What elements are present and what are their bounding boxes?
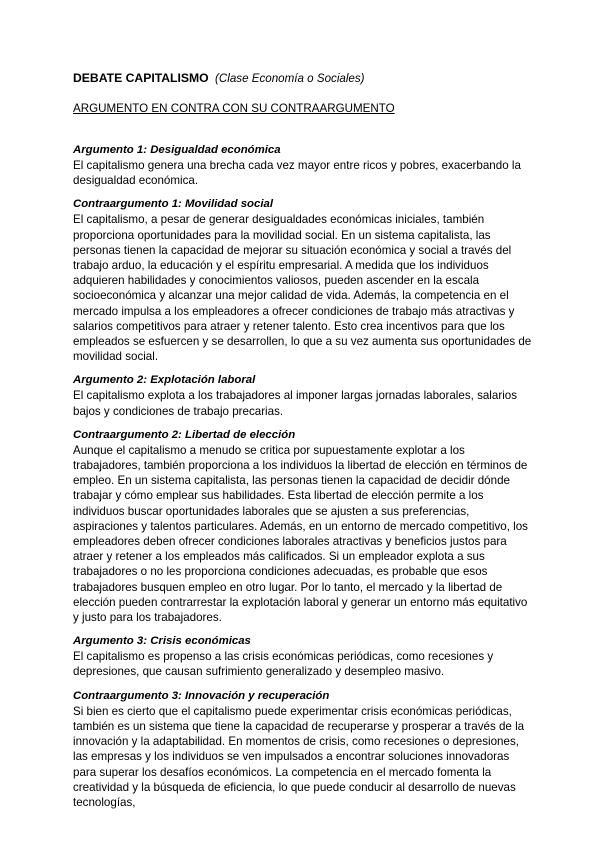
argument-3-block bbox=[73, 634, 533, 679]
counterargument-3-title: Contraargumento 3: Innovación y recuperación bbox=[73, 689, 330, 702]
section-heading: ARGUMENTO EN CONTRA CON SU CONTRAARGUMENTO bbox=[73, 102, 395, 115]
document-title: DEBATE CAPITALISMO bbox=[73, 71, 209, 85]
document-title-line bbox=[73, 70, 533, 86]
argument-3-text: El capitalismo es propenso a las crisis económicas periódicas, como recesiones y depresiones, que causan sufrimiento generalizado y desempleo masivo. bbox=[73, 650, 494, 679]
argument-1-block bbox=[73, 143, 533, 188]
counterargument-2-text: Aunque el capitalismo a menudo se critica por supuestamente explotar a los trabajadores, también proporciona a los individuos la libertad de elección en términos de empleo. En un sistema capitalista, las personas tienen la capacidad de decidir dónde trabajar y cómo emplear sus habilidades. Esta libertad de elección permite a los individuos buscar oportunidades laborales que se ajusten a sus preferencias, aspiraciones y talentos particulares. Además, en un entorno de mercado competitivo, los empleadores deben ofrecer condiciones laborales atractivas y beneficios justos para atraer y retener a los empleados más calificados. Si un empleador explota a sus trabajadores o no les proporciona condiciones adecuadas, es probable que esos trabajadores busquen empleo en otro lugar. Por lo tanto, el mercado y la libertad de elección pueden contrarrestar la explotación laboral y generar un entorno más equitativo y justo para los trabajadores. bbox=[73, 443, 528, 625]
argument-2-title: Argumento 2: Explotación laboral bbox=[73, 374, 256, 387]
argument-1-text: El capitalismo genera una brecha cada vez mayor entre ricos y pobres, exacerbando la desigualdad económica. bbox=[73, 159, 521, 188]
argument-3-title: Argumento 3: Crisis económicas bbox=[73, 635, 251, 648]
counterargument-1-title: Contraargumento 1: Movilidad social bbox=[73, 198, 273, 211]
document-page bbox=[73, 70, 533, 810]
counterargument-3-block bbox=[73, 689, 533, 810]
counterargument-2-block bbox=[73, 428, 533, 625]
argument-2-block bbox=[73, 373, 533, 418]
document-subtitle: (Clase Economía o Sociales) bbox=[215, 72, 365, 85]
counterargument-1-text: El capitalismo, a pesar de generar desigualdades económicas iniciales, también proporciona oportunidades para la movilidad social. En un sistema capitalista, las personas tienen la capacidad de mejorar su situación económica y social a través del trabajo arduo, la educación y el espíritu empresarial. A medida que los individuos adquieren habilidades y conocimientos valiosos, pueden ascender en la escala socioeconómica y alcanzar una mejor calidad de vida. Además, la competencia en el mercado impulsa a los empleadores a ofrecer condiciones de trabajo más atractivas y salarios competitivos para atraer y retener talento. Esto crea incentivos para que los empleados se esfuercen y se desarrollen, lo que a su vez aumenta sus oportunidades de movilidad social. bbox=[73, 213, 532, 364]
argument-2-text: El capitalismo explota a los trabajadores al imponer largas jornadas laborales, salarios bajos y condiciones de trabajo precarias. bbox=[73, 389, 518, 418]
counterargument-2-title: Contraargumento 2: Libertad de elección bbox=[73, 428, 296, 441]
argument-1-title: Argumento 1: Desigualdad económica bbox=[73, 144, 281, 156]
counterargument-3-text: Si bien es cierto que el capitalismo puede experimentar crisis económicas periódicas, también es un sistema que tiene la capacidad de recuperarse y prosperar a través de la innovación y la adaptabilidad. En momentos de crisis, como recesiones o depresiones, las empresas y los individuos se ven impulsados a encontrar soluciones innovadoras para superar los desafíos económicos. La competencia en el mercado fomenta la creatividad y la búsqueda de eficiencia, lo que puede conducir al desarrollo de nuevas tecnologías, bbox=[73, 704, 525, 809]
counterargument-1-block bbox=[73, 197, 533, 364]
